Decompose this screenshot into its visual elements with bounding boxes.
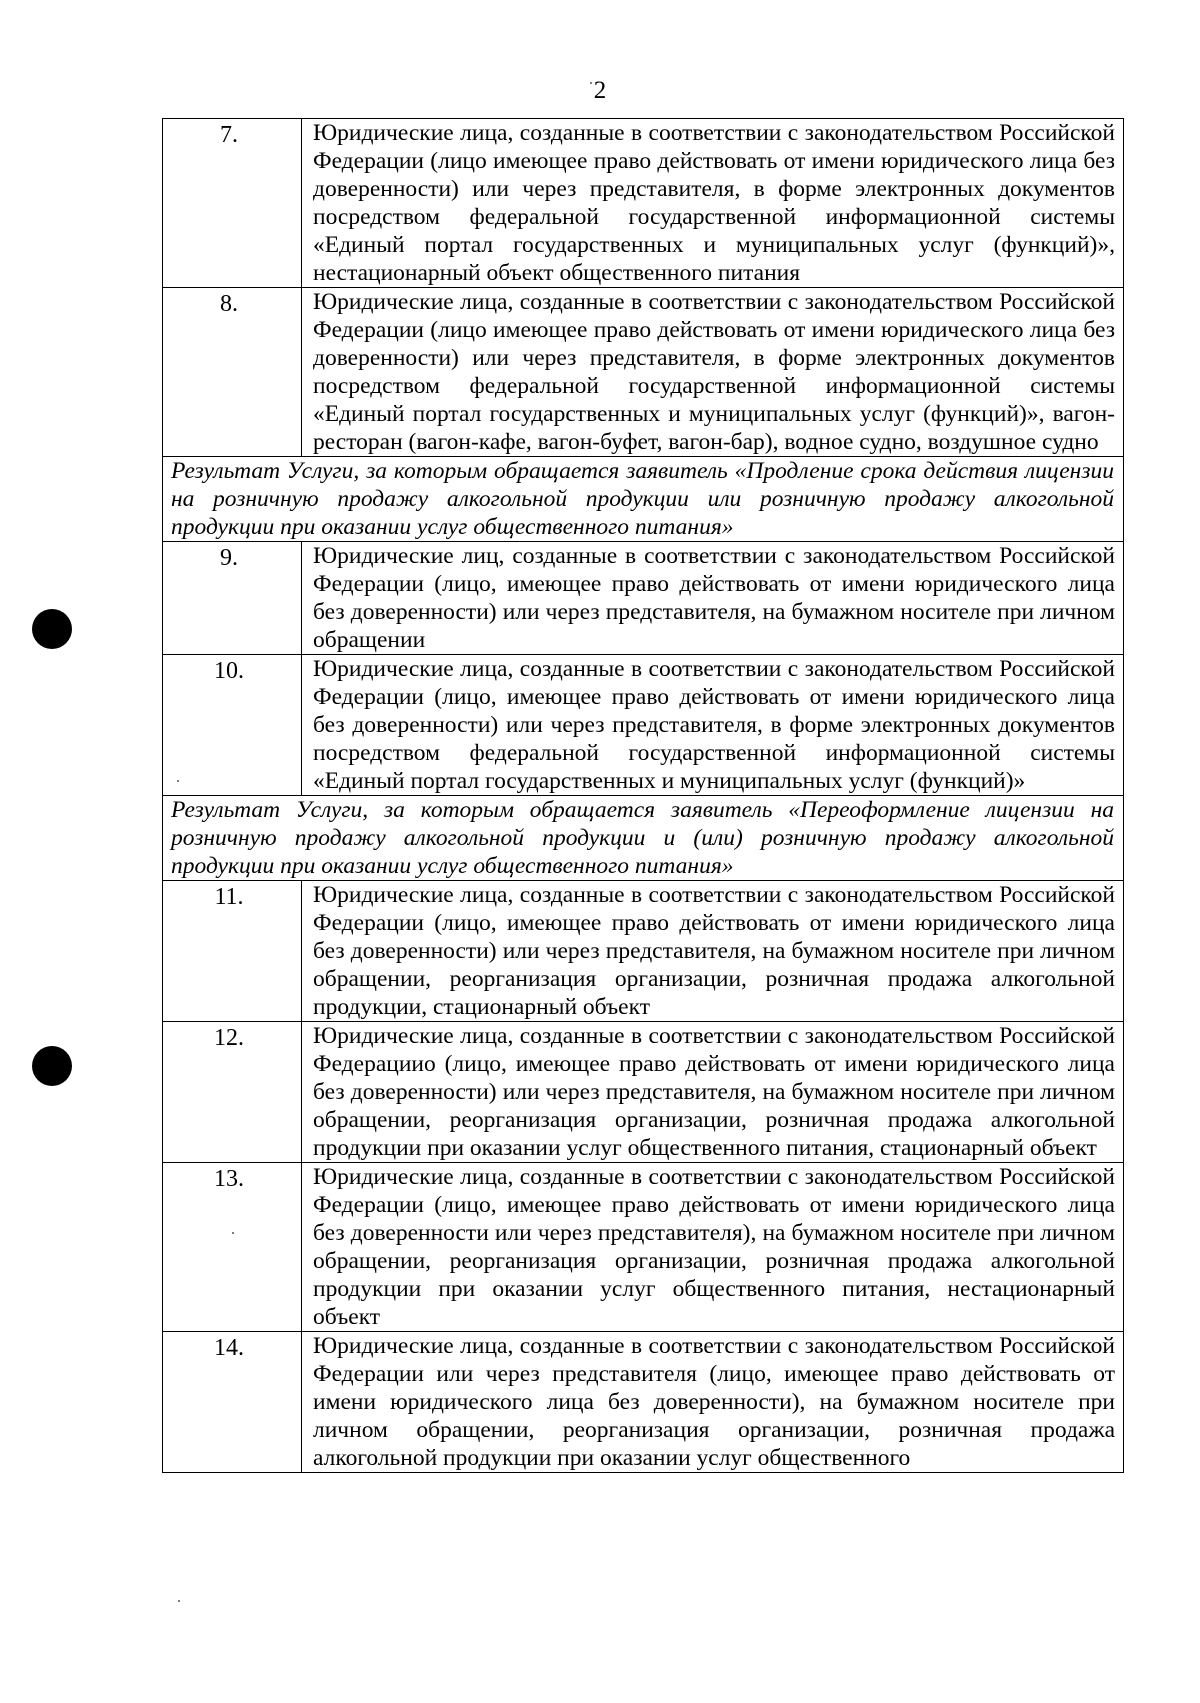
binder-hole-mark [32,1046,72,1086]
table-row [163,1022,1124,1163]
row-number: 12. [163,1022,302,1163]
row-description: Юридические лица, созданные в соответствии с законодательством Российской Федерации или через представителя (лицо, имеющее право действовать от имени юридического лица без доверенности), на бумажном носителе при личном обращении, реорганизация организации, розничная продажа алкогольной продукции при оказании услуг общественного [302,1332,1124,1473]
applicant-table [162,118,1124,1473]
row-description: Юридические лица, созданные в соответствии с законодательством Российской Федерациио (лицо, имеющее право действовать от имени юридического лица без доверенности) или через представителя, на бумажном носителе при личном обращении, реорганизация организации, розничная продажа алкогольной продукции при оказании услуг общественного питания, стационарный объект [302,1022,1124,1163]
row-number: 11. [163,881,302,1022]
row-description: Юридические лица, созданные в соответствии с законодательством Российской Федерации (лицо имеющее право действовать от имени юридического лица без доверенности) или через представителя, в форме электронных документов посредством федеральной государственной информационной системы «Единый портал государственных и муниципальных услуг (функций)», нестационарный объект общественного питания [302,119,1124,288]
binder-hole-mark [32,609,72,649]
table-row [163,655,1124,796]
page-number: 2 [593,77,607,104]
section-header-row [163,796,1124,881]
row-number: 14. [163,1332,302,1473]
row-description: Юридические лиц, созданные в соответствии с законодательством Российской Федерации (лицо, имеющее право действовать от имени юридического лица без доверенности) или через представителя, на бумажном носителе при личном обращении [302,542,1124,655]
table-row [163,288,1124,457]
row-number: 10. [163,655,302,796]
row-number: 8. [163,288,302,457]
row-number: 7. [163,119,302,288]
section-header: Результат Услуги, за которым обращается заявитель «Переоформление лицензии на розничную продажу алкогольной продукции и (или) розничную продажу алкогольной продукции при оказании услуг общественного питания» [163,796,1124,881]
scan-speck [232,1232,234,1234]
section-header-row [163,457,1124,542]
scan-speck [177,780,179,782]
scan-speck [590,82,592,84]
row-description: Юридические лица, созданные в соответствии с законодательством Российской Федерации (лицо, имеющее право действовать от имени юридического лица без доверенности) или через представителя, в форме электронных документов посредством федеральной государственной информационной системы «Единый портал государственных и муниципальных услуг (функций)» [302,655,1124,796]
table-row [163,1332,1124,1473]
table-row [163,881,1124,1022]
scan-speck [178,1600,180,1602]
table-row [163,1163,1124,1332]
table-row [163,542,1124,655]
row-number: 9. [163,542,302,655]
row-number: 13. [163,1163,302,1332]
row-description: Юридические лица, созданные в соответствии с законодательством Российской Федерации (лицо, имеющее право действовать от имени юридического лица без доверенности) или через представителя, на бумажном носителе при личном обращении, реорганизация организации, розничная продажа алкогольной продукции, стационарный объект [302,881,1124,1022]
row-description: Юридические лица, созданные в соответствии с законодательством Российской Федерации (лицо, имеющее право действовать от имени юридического лица без доверенности или через представителя), на бумажном носителе при личном обращении, реорганизация организации, розничная продажа алкогольной продукции при оказании услуг общественного питания, нестационарный объект [302,1163,1124,1332]
table-row [163,119,1124,288]
row-description: Юридические лица, созданные в соответствии с законодательством Российской Федерации (лицо имеющее право действовать от имени юридического лица без доверенности) или через представителя, в форме электронных документов посредством федеральной государственной информационной системы «Единый портал государственных и муниципальных услуг (функций)», вагон-ресторан (вагон-кафе, вагон-буфет, вагон-бар), водное судно, воздушное судно [302,288,1124,457]
section-header: Результат Услуги, за которым обращается заявитель «Продление срока действия лицензии на розничную продажу алкогольной продукции или розничную продажу алкогольной продукции при оказании услуг общественного питания» [163,457,1124,542]
